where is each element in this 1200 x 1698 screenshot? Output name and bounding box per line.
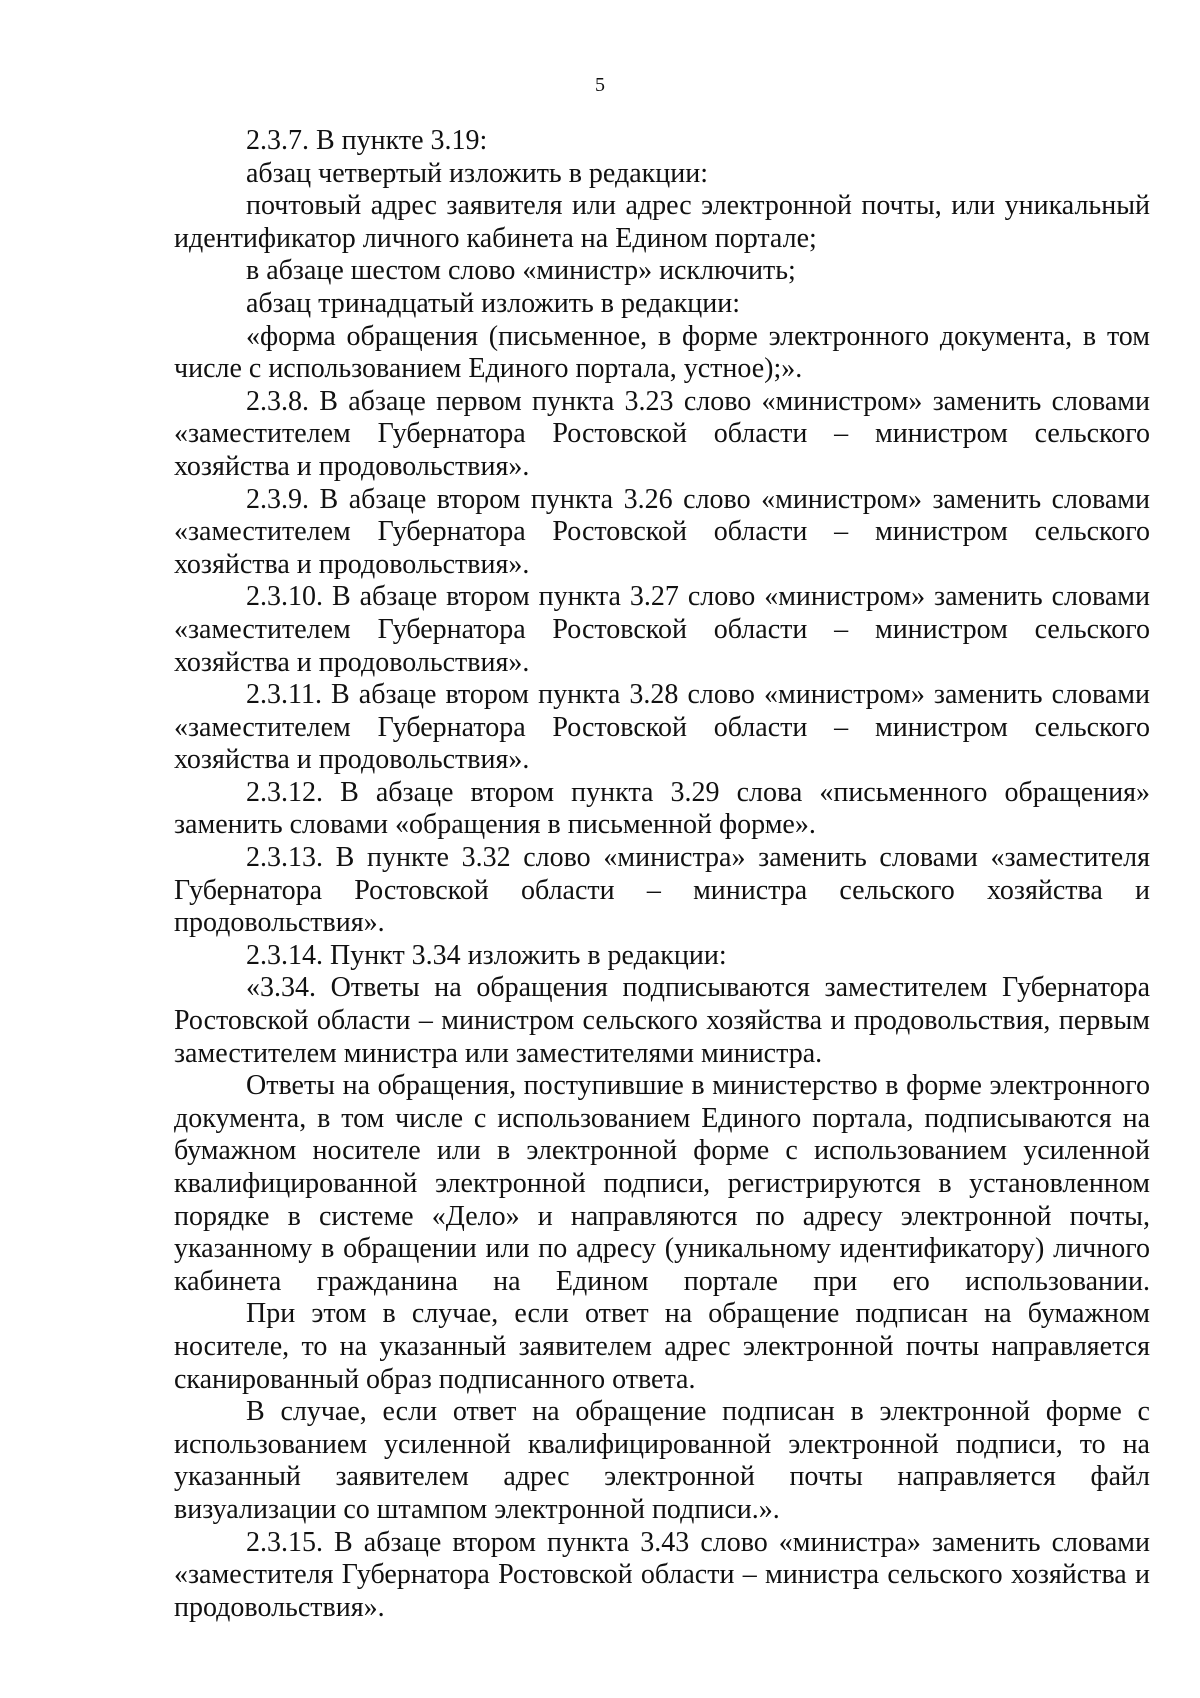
- paragraph-2-3-8: 2.3.8. В абзаце первом пункта 3.23 слово «министром» заменить словами «заместителем Губернатора Ростовской области – министром сельского хозяйства и продовольствия».: [174, 385, 1150, 482]
- paragraph-abzac-13: абзац тринадцатый изложить в редакции:: [246, 287, 741, 319]
- paragraph-electronic-signature: В случае, если ответ на обращение подписан в электронной форме с использованием усиленной квалифицированной электронной подписи, то на указанный заявителем адрес электронной почты направляется файл визуализации со штампом электронной подписи.».: [174, 1396, 1150, 1525]
- paragraph-abzac-4: абзац четвертый изложить в редакции:: [246, 157, 708, 189]
- paragraph-2-3-10: 2.3.10. В абзаце втором пункта 3.27 слово «министром» заменить словами «заместителем Губернатора Ростовской области – министром сельского хозяйства и продовольствия».: [174, 581, 1150, 678]
- paragraph-electronic-answers: Ответы на обращения, поступившие в министерство в форме электронного документа, в том числе с использованием Единого портала, подписываются на бумажном носителе или в электронной форме с использованием усиленной квалифицированной электронной подписи, регистрируются в установленном порядке в системе «Дело» и направляются по адресу электронной почты, указанному в обращении или по адресу (уникальному идентификатору) личного кабинета гражданина на Едином портале при его использовании.: [174, 1070, 1150, 1297]
- document-body: [174, 125, 1150, 1624]
- paragraph-2-3-9: 2.3.9. В абзаце втором пункта 3.26 слово «министром» заменить словами «заместителем Губернатора Ростовской области – министром сельского хозяйства и продовольствия».: [174, 483, 1150, 580]
- page-number: 5: [595, 74, 605, 96]
- paragraph-2-3-12: 2.3.12. В абзаце втором пункта 3.29 слова «письменного обращения» заменить словами «обращения в письменной форме».: [174, 776, 1150, 841]
- paragraph-2-3-11: 2.3.11. В абзаце втором пункта 3.28 слово «министром» заменить словами «заместителем Губернатора Ростовской области – министром сельского хозяйства и продовольствия».: [174, 679, 1150, 776]
- paragraph-abzac-6: в абзаце шестом слово «министр» исключить;: [246, 255, 796, 287]
- paragraph-2-3-14: 2.3.14. Пункт 3.34 изложить в редакции:: [246, 939, 727, 971]
- paragraph-2-3-13: 2.3.13. В пункте 3.32 слово «министра» заменить словами «заместителя Губернатора Ростовской области – министра сельского хозяйства и продовольствия».: [174, 842, 1150, 939]
- paragraph-postal-address: почтовый адрес заявителя или адрес электронной почты, или уникальный идентификатор личного кабинета на Едином портале;: [174, 190, 1150, 254]
- paragraph-3-34: «3.34. Ответы на обращения подписываются заместителем Губернатора Ростовской области – министром сельского хозяйства и продовольствия, первым заместителем министра или заместителями министра.: [174, 972, 1150, 1069]
- paragraph-2-3-7: 2.3.7. В пункте 3.19:: [246, 125, 488, 156]
- paragraph-2-3-15: 2.3.15. В абзаце втором пункта 3.43 слово «министра» заменить словами «заместителя Губернатора Ростовской области – министра сельского хозяйства и продовольствия».: [174, 1526, 1150, 1623]
- paragraph-form-of-appeal: «форма обращения (письменное, в форме электронного документа, в том числе с использованием Единого портала, устное);».: [174, 320, 1150, 385]
- paragraph-paper-answers: При этом в случае, если ответ на обращение подписан на бумажном носителе, то на указанный заявителем адрес электронной почты направляется сканированный образ подписанного ответа.: [174, 1298, 1150, 1395]
